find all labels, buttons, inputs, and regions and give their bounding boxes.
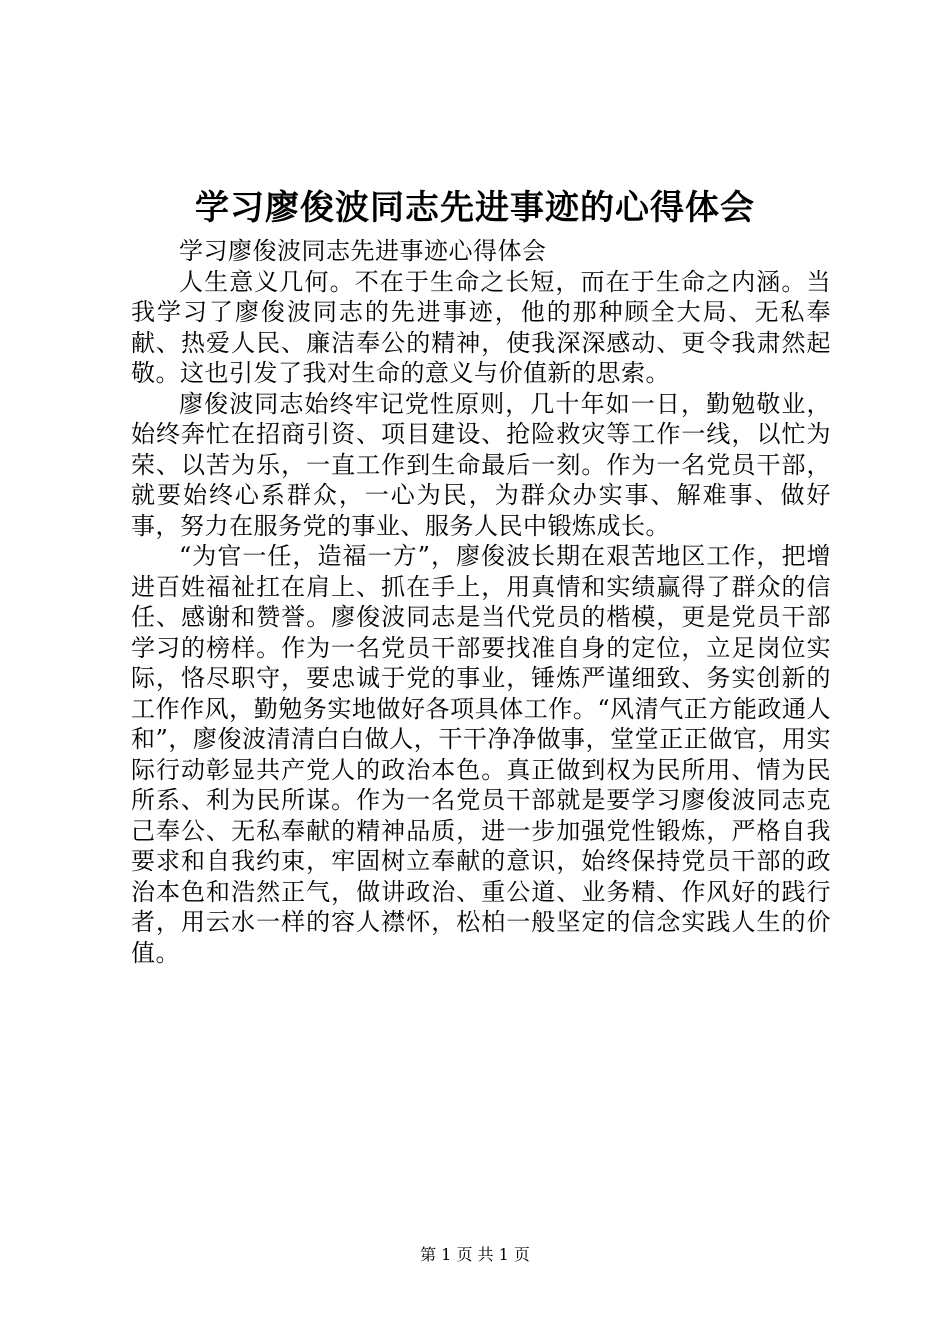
- subtitle-paragraph: 学习廖俊波同志先进事迹心得体会: [179, 237, 547, 265]
- document-body: [131, 236, 831, 968]
- paragraph-2: 廖俊波同志始终牢记党性原则，几十年如一日，勤勉敬业，始终奔忙在招商引资、项目建设、抢险救灾等工作一线，以忙为荣、以苦为乐，一直工作到生命最后一刻。作为一名党员干部，就要始终心系群众，一心为民，为群众办实事、解难事、做好事，努力在服务党的事业、服务人民中锻炼成长。: [131, 389, 831, 540]
- page-number-footer: 第 1 页 共 1 页: [420, 1245, 530, 1264]
- paragraph-1: 人生意义几何。不在于生命之长短，而在于生命之内涵。当我学习了廖俊波同志的先进事迹，他的那种顾全大局、无私奉献、热爱人民、廉洁奉公的精神，使我深深感动、更令我肃然起敬。这也引发了我对生命的意义与价值新的思索。: [131, 267, 831, 387]
- document-title: 学习廖俊波同志先进事迹的心得体会: [195, 188, 755, 228]
- paragraph-3: “为官一任，造福一方”，廖俊波长期在艰苦地区工作，把增进百姓福祉扛在肩上、抓在手上，用真情和实绩赢得了群众的信任、感谢和赞誉。廖俊波同志是当代党员的楷模，更是党员干部学习的榜样。作为一名党员干部要找准自身的定位，立足岗位实际，恪尽职守，要忠诚于党的事业，锤炼严谨细致、务实创新的工作作风，勤勉务实地做好各项具体工作。“风清气正方能政通人和”，廖俊波清清白白做人，干干净净做事，堂堂正正做官，用实际行动彰显共产党人的政治本色。真正做到权为民所用、情为民所系、利为民所谋。作为一名党员干部就是要学习廖俊波同志克己奉公、无私奉献的精神品质，进一步加强党性锻炼，严格自我要求和自我约束，牢固树立奉献的意识，始终保持党员干部的政治本色和浩然正气，做讲政治、重公道、业务精、作风好的践行者，用云水一样的容人襟怀，松柏一般坚定的信念实践人生的价值。: [131, 542, 831, 967]
